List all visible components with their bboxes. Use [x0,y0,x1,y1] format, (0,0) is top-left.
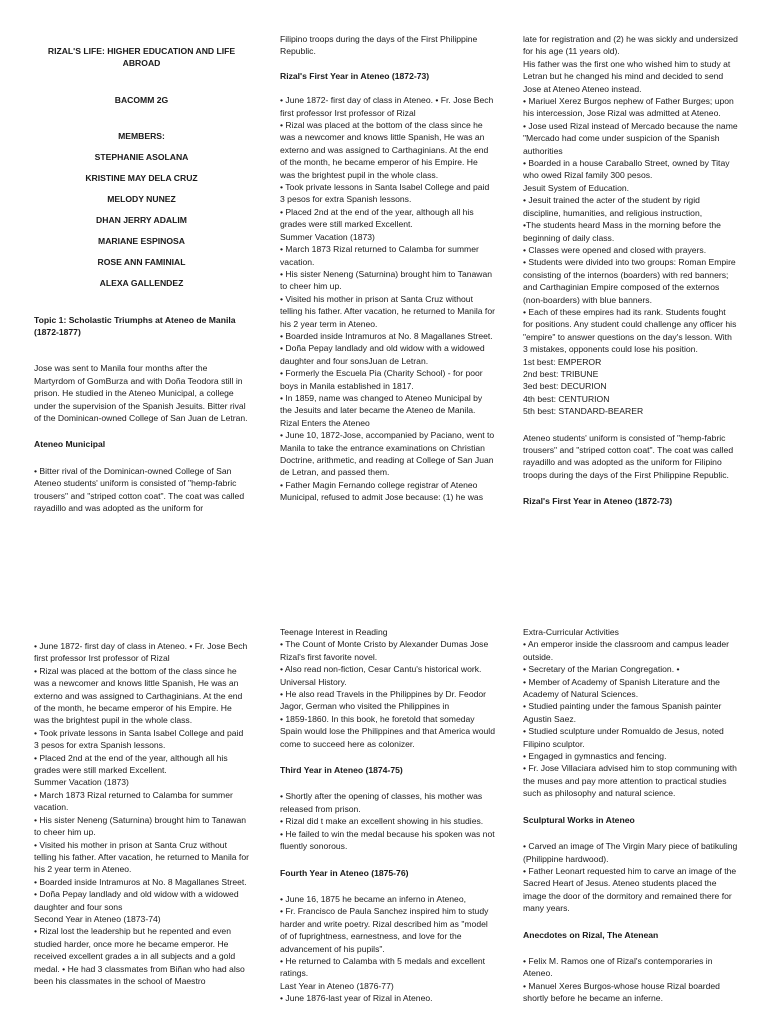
document-title: RIZAL'S LIFE: HIGHER EDUCATION AND LIFE ABROAD [47,46,236,69]
bullet-list [523,33,738,418]
list-item: • Placed 2nd at the end of the year, although all his grades were still marked Excellent. [280,206,474,230]
list-item: Summer Vacation (1873) [34,777,129,788]
list-item: • March 1873 Rizal returned to Calamba for summer vacation. [280,244,479,267]
page1-column-2 [280,33,495,504]
page2-column-3 [523,626,738,1005]
paragraph: Ateneo students' uniform is consisted of "hemp-fabric trousers" and "striped cotton coat". The coat was called rayadillo and was adopted as the uniform for Filipino troops during the days of the First Philippine Republic. [523,432,734,480]
list-item: • Rizal was placed at the bottom of the class since he was a newcomer and knows little Spanish, He was an externo and was assigned to Carthaginians. At the end of the month, he became emperor of his Empire. He was the brightest pupil in the whole class. [34,665,243,726]
list-item: • Secretary of the Marian Congregation. • [523,664,680,675]
list-item: • Rizal did t make an excellent showing in his studies. [280,816,484,827]
list-item: • June 1876-last year of Rizal in Ateneo. [280,993,433,1004]
list-item: • Took private lessons in Santa Isabel College and paid 3 pesos for extra Spanish lessons. [34,727,244,751]
list-item: • His sister Neneng (Saturnina) brought him to Tanawan to cheer him up. [280,268,493,292]
section-heading: Anecdotes on Rizal, The Atenean [523,929,659,940]
list-item: • Felix M. Ramos one of Rizal's contemporaries in Ateneo. [523,955,713,979]
list-item: • He failed to win the medal because his spoken was not fluently sonorous. [280,828,495,852]
list-item: • Jesuit trained the acter of the student by rigid discipline, humanities, and religious instruction, [523,195,703,218]
list-item: • Rizal lost the leadership but he repented and even studied harder, once more he became emperor. He received excellent grades a in all subjects and a gold medal. • He had 3 classmates from Biñan who had also been his classmates in the school of Maestro [34,926,245,986]
bullet-list [523,955,738,1005]
list-item: • 1859-1860. In this book, he foretold that someday Spain would lose the Philippines and that America would come to succeed here as colonizer. [280,713,495,749]
section-heading: Ateneo Municipal [34,439,106,450]
list-item: • Visited his mother in prison at Santa Cruz without telling his father. After vacation, he returned to Manila for his 2 year term in Ateneo. [34,839,249,875]
section-heading: Rizal's First Year in Ateneo (1872-73) [523,496,673,507]
bullet-list [280,626,495,750]
list-item: • Doña Pepay landlady and old widow with a widowed daughter and four sons [34,889,239,912]
list-item: Rizal Enters the Ateneo [280,417,370,428]
page2-column-1 [34,626,249,987]
member-name: ALEXA GALLENDEZ [99,278,184,289]
member-name: ROSE ANN FAMINIAL [97,257,186,268]
list-item: • Father Magin Fernando college registrar of Ateneo Municipal, refused to admit Jose because: (1) he was [280,479,484,503]
list-item: • His sister Neneng (Saturnina) brought him to Tanawan to cheer him up. [34,814,247,838]
rank-item: 5th best: STANDARD-BEARER [523,406,644,417]
list-item: Jesuit System of Education. [523,182,630,193]
list-item: • Also read non-fiction, Cesar Cantu's historical work. Universal History. [280,664,482,687]
list-item: Summer Vacation (1873) [280,231,375,242]
class-label: BACOMM 2G [114,94,169,105]
list-item: • Mariuel Xerez Burgos nephew of Father Burges; upon his intercession, Jose Rizal was admitted at Ateneo. [523,96,734,119]
list-item: • The Count of Monte Cristo by Alexander Dumas Jose Rizal's first favorite novel. [280,639,489,662]
list-item: • Students were divided into two groups: Roman Empire consisting of the internos (boarders) with red banners; and Carthaginian Empire composed of the externos (non-boarders) with blue banners. [523,257,736,305]
list-item: • Shortly after the opening of classes, his mother was released from prison. [280,791,483,814]
list-item: • Each of these empires had its rank. Students fought for positions. Any student could challenge any officer his "empire" to answer questions on the day's lesson. With 3 mistakes, opponents could lose his position. [523,306,737,355]
list-item: • Boarded inside Intramuros at No. 8 Magallanes Street. [280,330,493,341]
list-item: • June 10, 1872-Jose, accompanied by Paciano, went to Manila to take the entrance examinations on Christian Doctrine, arithmetic, and reading at College of San Juan de Letran, and passed them. [280,430,495,478]
bullet-list [523,626,738,800]
list-item: •The students heard Mass in the morning before the beginning of daily class. [523,220,721,243]
list-item: His father was the first one who wished him to study at Letran but he changed his mind and decided to send Jose at Ateneo Ateneo instead. [523,58,731,94]
section-heading: Fourth Year in Ateneo (1875-76) [280,867,409,878]
page1-column-3 [523,33,738,508]
members-label: MEMBERS: [118,131,165,142]
list-item: • Boarded in a house Caraballo Street, owned by Titay who owed Rizal family 300 pesos. [523,158,730,181]
list-item: • An emperor inside the classroom and campus leader outside. [523,639,730,662]
list-item: • Engaged in gymnastics and fencing. [523,751,667,762]
list-item: • Placed 2nd at the end of the year, although all his grades were still marked Excellent. [34,752,228,776]
list-item: • June 16, 1875 he became an inferno in Ateneo, [280,893,467,904]
list-item: • Carved an image of The Virgin Mary piece of batikuling (Philippine hardwood). [523,841,738,864]
bullet-list [523,840,738,914]
section-heading: Rizal's First Year in Ateneo (1872-73) [280,70,430,81]
member-name: DHAN JERRY ADALIM [96,215,187,226]
members-list [34,151,249,289]
list-item: • Studied sculpture under Romualdo de Jesus, noted Filipino sculptor. [523,726,724,749]
bullet-list [280,893,495,1005]
section-heading: Third Year in Ateneo (1874-75) [280,765,403,776]
rank-item: 2nd best: TRIBUNE [523,368,599,379]
list-item: • Boarded inside Intramuros at No. 8 Magallanes Street. [34,876,247,887]
list-item: • Manuel Xeres Burgos-whose house Rizal boarded shortly before he became an inferne. [523,980,720,1004]
bullet-list [280,94,495,503]
section-heading: Sculptural Works in Ateneo [523,814,635,825]
paragraph: • Bitter rival of the Dominican-owned College of San Ateneo students' uniform is consisted of "hemp-fabric trousers" and "striped cotton coat". The coat was called rayadillo and was adopted as the uniform for [34,465,245,514]
list-item: • Doña Pepay landlady and old widow with a widowed daughter and four sonsJuan de Letran. [280,343,485,366]
rank-item: 1st best: EMPEROR [523,356,602,367]
member-name: MELODY NUNEZ [107,194,176,205]
list-item: Second Year in Ateneo (1873-74) [34,913,161,924]
rank-item: 3ed best: DECURION [523,381,607,392]
list-item: Teenage Interest in Reading [280,627,388,637]
list-item: • June 1872- first day of class in Ateneo. • Fr. Jose Bech first professor Irst professor of Rizal [280,95,494,118]
list-item: • Took private lessons in Santa Isabel College and paid 3 pesos for extra Spanish lessons. [280,182,490,205]
list-item: • Visited his mother in prison at Santa Cruz without telling his father. After vacation, he returned to Manila for his 2 year term in Ateneo. [280,293,495,329]
member-name: STEPHANIE ASOLANA [94,152,189,163]
list-item: • June 1872- first day of class in Ateneo. • Fr. Jose Bech first professor Irst professor of Rizal [34,641,248,664]
intro-paragraph: Jose was sent to Manila four months after the Martyrdom of GomBurza and with Doña Teodora still in prison. He studied in the Ateneo Municipal, a college under the supervision of the Spanish Jesuits. Bitter rival of the Dominican-owned College of San Juan de Letran. [34,363,248,424]
list-item: • Classes were opened and closed with prayers. [523,244,707,255]
paragraph: Filipino troops during the days of the First Philippine Republic. [280,34,478,57]
list-item: • Fr. Francisco de Paula Sanchez inspired him to study harder and write poetry. Rizal described him as "model of of fuprightness, earnestness, and love for the advancement of his pupils". [280,906,489,954]
page2-column-2 [280,626,495,1005]
list-item: • In 1859, name was changed to Ateneo Municipal by the Jesuits and later became the Ateneo de Manila. [280,392,483,416]
topic-heading: Topic 1: Scholastic Triumphs at Ateneo de Manila (1872-1877) [34,314,236,338]
member-name: KRISTINE MAY DELA CRUZ [85,173,198,184]
list-item: • Father Leonart requested him to carve an image of the Sacred Heart of Jesus. Ateneo students placed the image the door of the dormitory and remained there for many years. [523,865,737,914]
list-item: Last Year in Ateneo (1876-77) [280,980,394,991]
list-item: Extra-Curricular Activities [523,627,619,637]
list-item: • Studied painting under the famous Spanish painter Agustin Saez. [523,701,722,724]
bullet-list [34,640,249,987]
list-item: • Fr. Jose Villaciara advised him to stop communing with the muses and pay more attention to practical studies such as philosophy and natural science. [523,763,737,799]
bullet-list [280,790,495,852]
list-item: • He returned to Calamba with 5 medals and excellent ratings. [280,955,486,979]
list-item: • Member of Academy of Spanish Literature and the Academy of Natural Sciences. [523,676,720,700]
list-item: • Rizal was placed at the bottom of the class since he was a newcomer and knows little Spanish, He was an externo and was assigned to Carthaginians. At the end of the month, he became emperor of his Empire. He was the brightest pupil in the whole class. [280,120,489,180]
list-item: • Jose used Rizal instead of Mercado because the name "Mercado had come under suspicion of the Spanish authorities [523,120,738,156]
member-name: MARIANE ESPINOSA [98,236,185,247]
page1-column-1 [34,33,249,515]
rank-item: 4th best: CENTURION [523,393,610,404]
list-item: • Formerly the Escuela Pia (Charity School) - for poor boys in Manila established in 1817. [280,368,483,391]
list-item: • March 1873 Rizal returned to Calamba for summer vacation. [34,789,233,813]
list-item: late for registration and (2) he was sickly and undersized for his age (11 years old). [523,34,738,57]
list-item: • He also read Travels in the Philippines by Dr. Feodor Jagor, German who visited the Philippines in [280,689,487,712]
